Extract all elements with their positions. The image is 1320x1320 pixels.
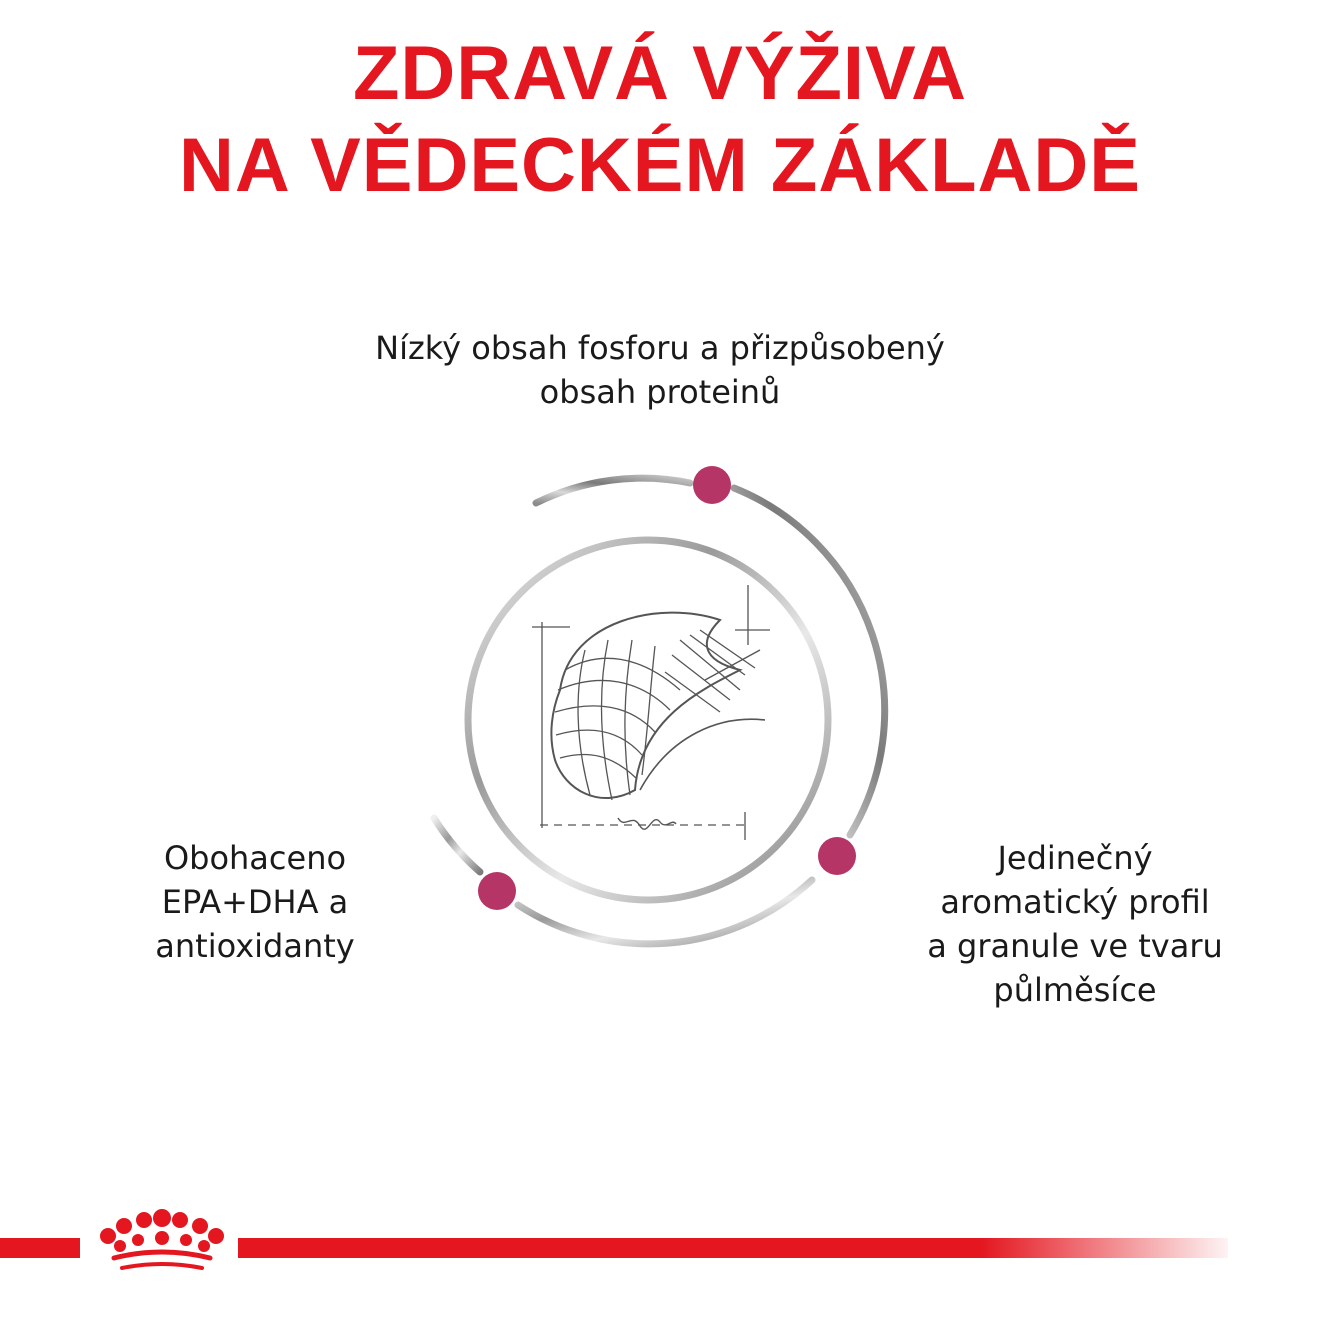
feature-right-line-3: a granule ve tvaru [927, 927, 1223, 965]
feature-right-line-4: půlměsíce [993, 971, 1157, 1009]
feature-left-line-2: EPA+DHA a [161, 883, 349, 921]
feature-right-line-1: Jedinečný [997, 839, 1153, 877]
dot-top [693, 466, 731, 504]
feature-left-line-3: antioxidanty [155, 927, 355, 965]
royal-crown-icon [92, 1206, 232, 1280]
outer-arc-bottom-left [434, 818, 480, 872]
feature-top-line-2: obsah proteinů [539, 373, 781, 411]
headline-line-1: ZDRAVÁ VÝŽIVA [353, 31, 967, 116]
crescent-kibble-sketch-icon [532, 585, 770, 840]
feature-top-line-1: Nízký obsah fosforu a přizpůsobený [375, 329, 945, 367]
outer-arc-right [734, 488, 885, 835]
outer-arc-bottom [518, 880, 812, 944]
dot-right [818, 837, 856, 875]
footer-stripe-right [238, 1238, 1228, 1258]
outer-arc-top-left [536, 478, 690, 503]
footer-stripe-left [0, 1238, 80, 1258]
feature-right-line-2: aromatický profil [940, 883, 1210, 921]
feature-left-line-1: Obohaceno [163, 839, 347, 877]
headline-line-2: NA VĚDECKÉM ZÁKLADĚ [179, 123, 1141, 208]
dot-left [478, 872, 516, 910]
